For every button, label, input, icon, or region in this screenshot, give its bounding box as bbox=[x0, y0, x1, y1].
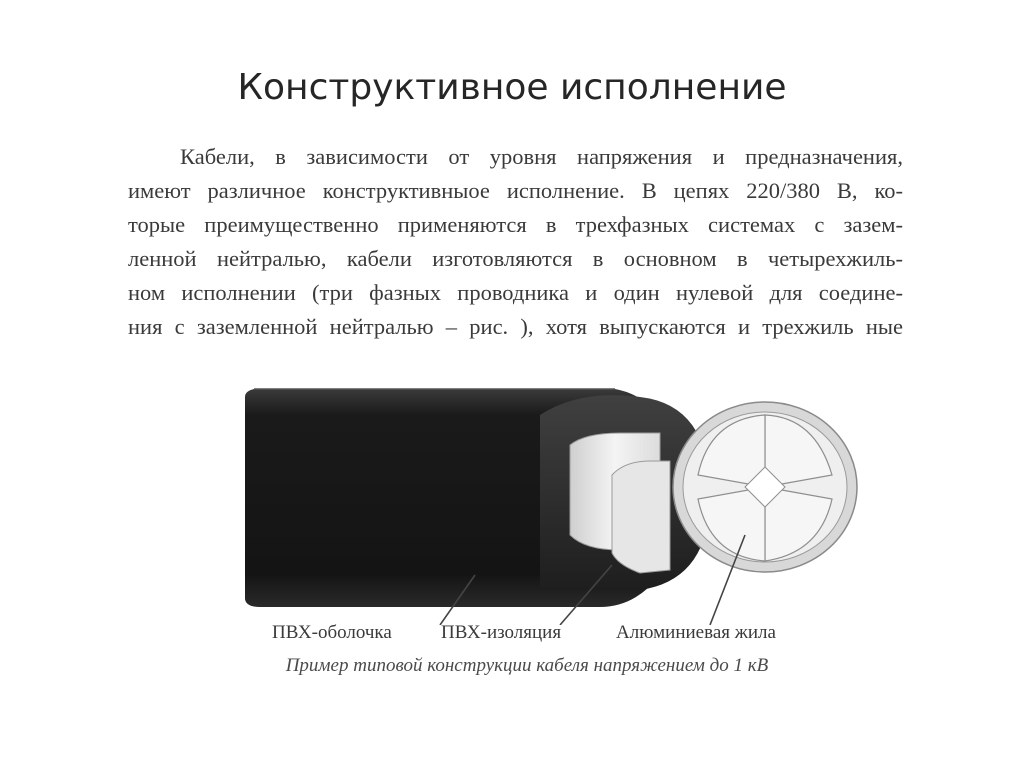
slide-title: Конструктивное исполнение bbox=[237, 67, 787, 108]
label-aluminium-core: Алюминиевая жила bbox=[616, 622, 776, 643]
body-paragraph bbox=[128, 140, 903, 344]
paragraph-line: ния с заземленной нейтралью – рис. ), хотя выпускаются и трехжиль ные bbox=[128, 314, 903, 339]
cable-cross-section-figure bbox=[240, 375, 880, 625]
label-pvc-insulation: ПВХ-изоляция bbox=[441, 622, 562, 643]
paragraph-line: торые преимущественно применяются в трехфазных системах с зазем- bbox=[128, 212, 903, 237]
paragraph-line: имеют различное конструктивныое исполнение. В цепях 220/380 В, ко- bbox=[128, 178, 903, 203]
paragraph-line: Кабели, в зависимости от уровня напряжения и предназначения, bbox=[180, 144, 903, 169]
aluminium-core-cross-section bbox=[673, 402, 857, 572]
paragraph-line: ном исполнении (три фазных проводника и один нулевой для соедине- bbox=[128, 280, 903, 305]
figure-caption: Пример типовой конструкции кабеля напряжением до 1 кВ bbox=[285, 655, 769, 676]
paragraph-line: ленной нейтралью, кабели изготовляются в основном в четырехжиль- bbox=[128, 246, 903, 271]
label-pvc-sheath: ПВХ-оболочка bbox=[272, 622, 392, 643]
